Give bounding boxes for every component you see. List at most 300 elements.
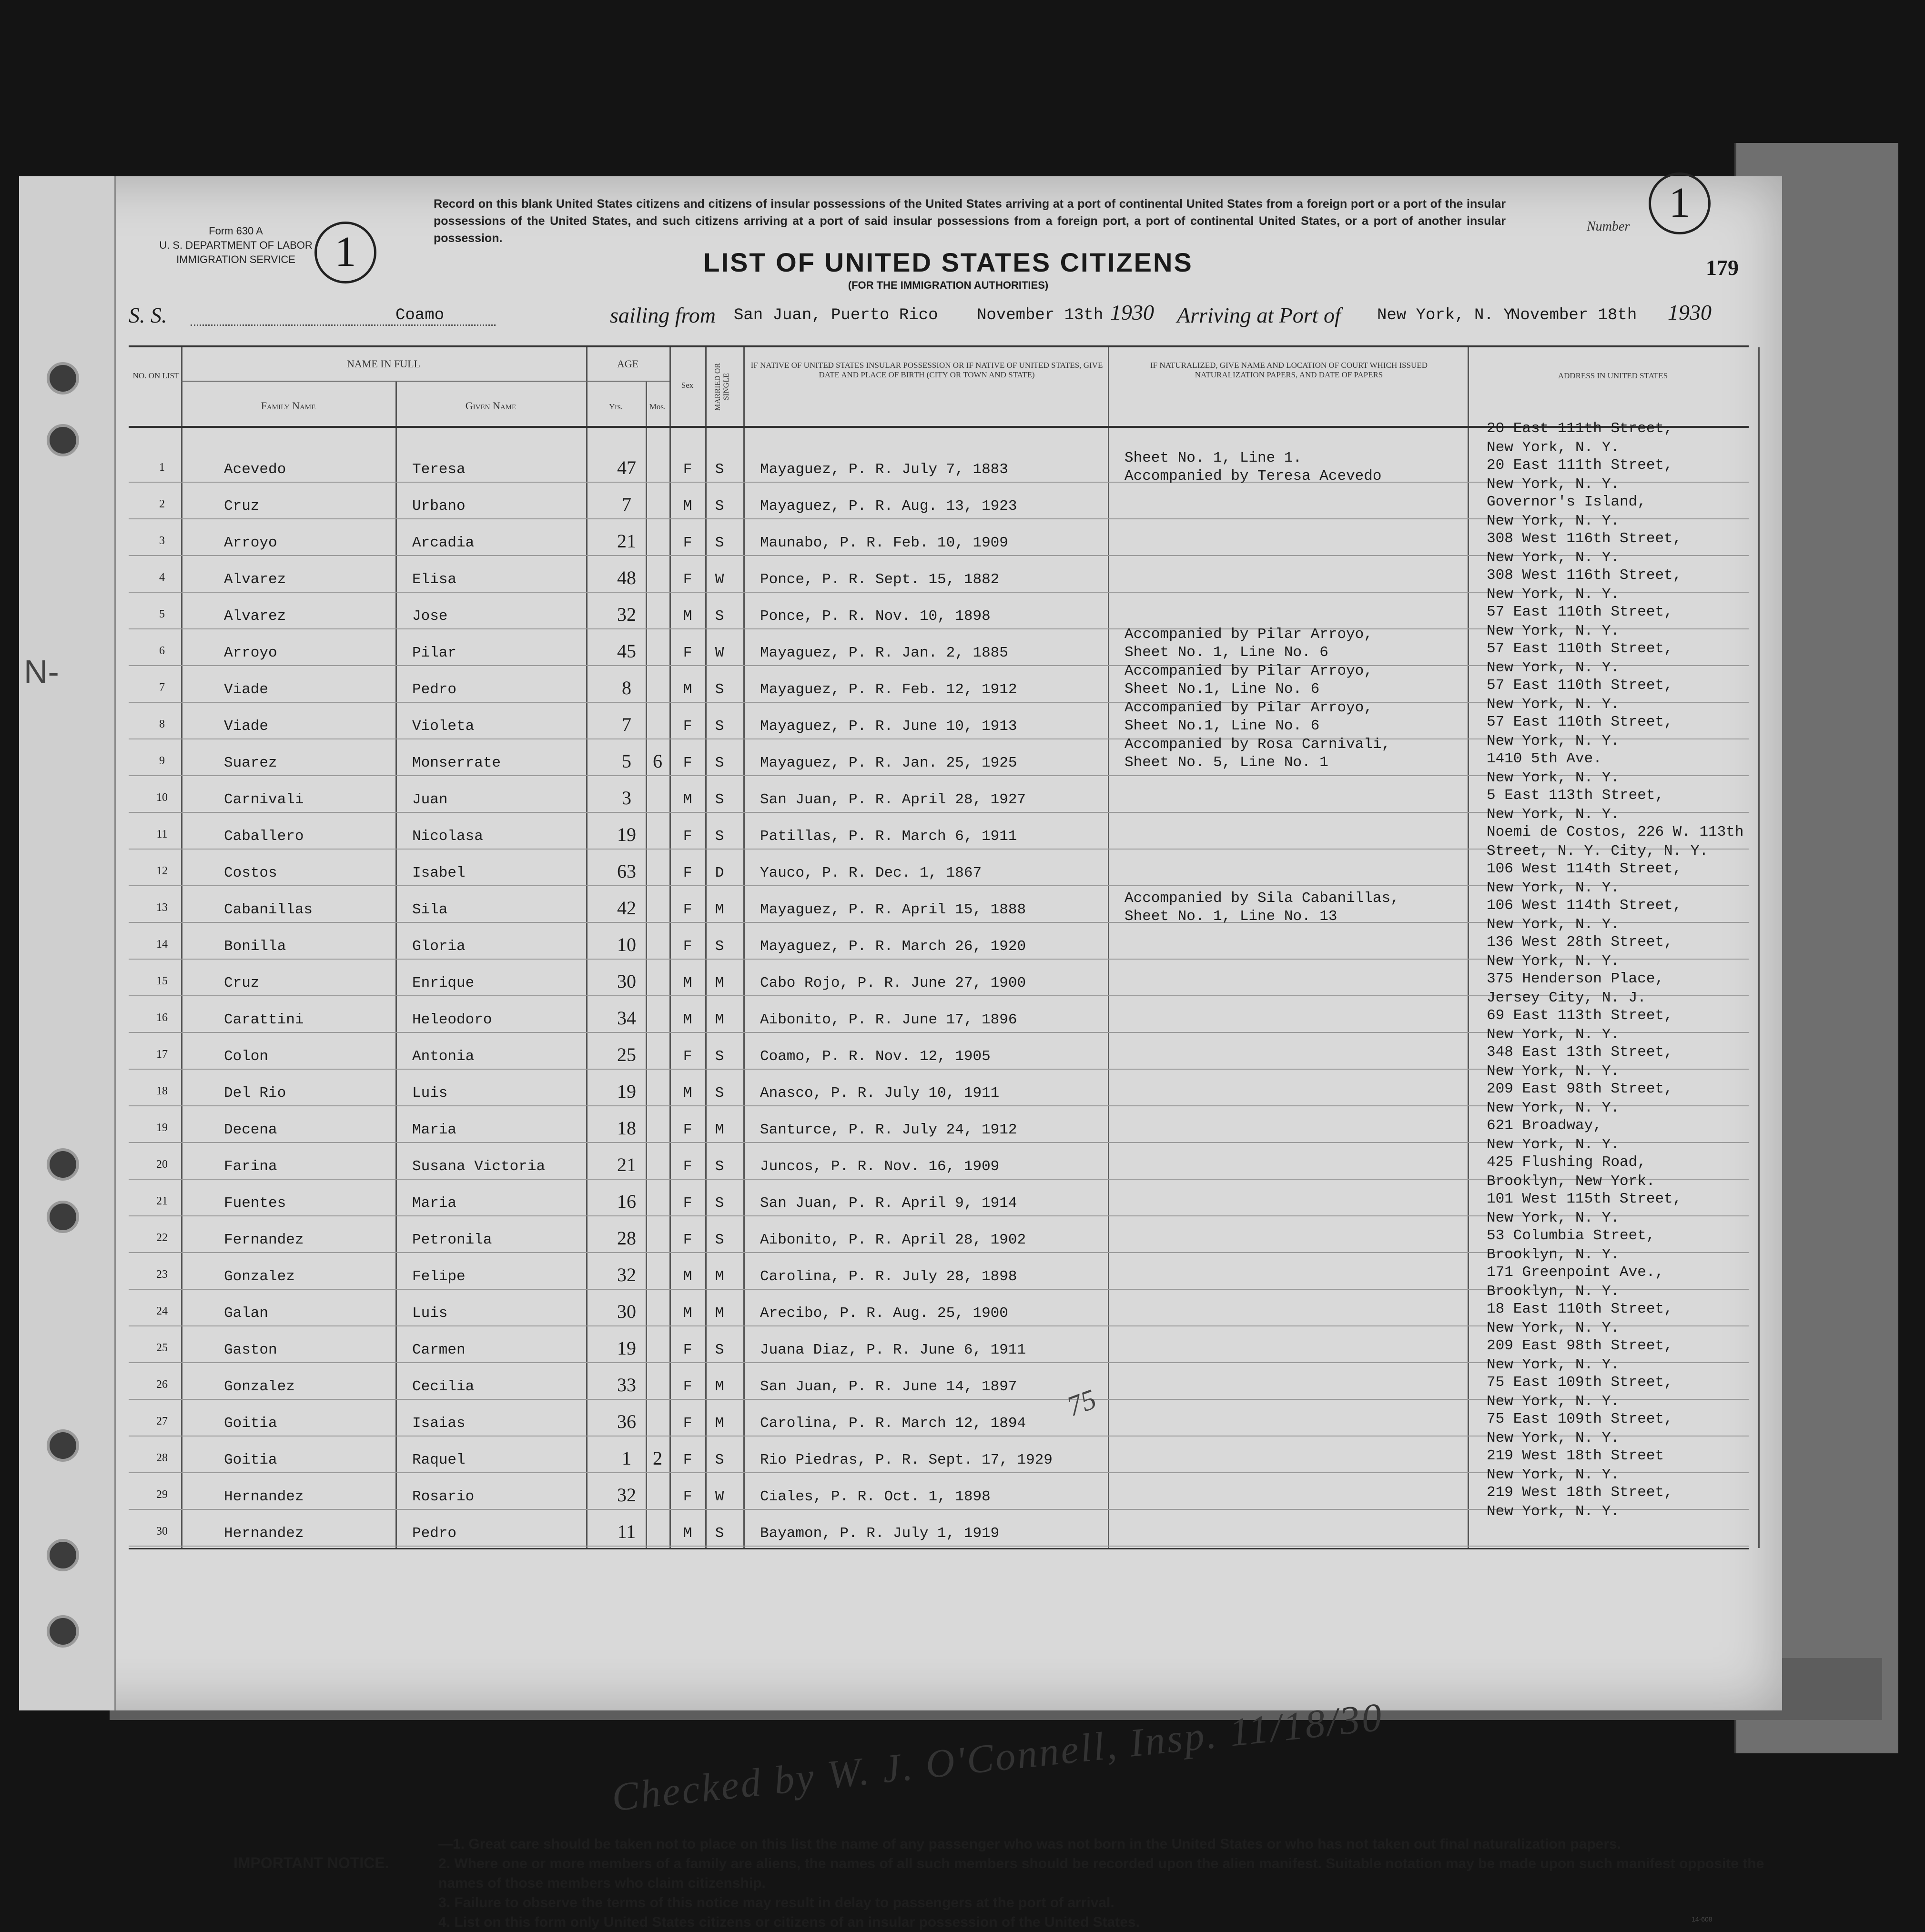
col-header-given-name: Given Name <box>465 400 517 412</box>
arrival-year: 1930 <box>1668 300 1712 324</box>
address-line: 57 East 110th Street, <box>1487 604 1673 620</box>
age-years: 63 <box>617 860 636 882</box>
col-header-sex: Sex <box>681 381 694 390</box>
birth-date-place: Carolina, P. R. March 12, 1894 <box>760 1415 1026 1432</box>
family-name: Alvarez <box>224 571 286 588</box>
sex: F <box>683 1415 692 1432</box>
address-line: 621 Broadway, <box>1487 1117 1602 1134</box>
sex: F <box>683 1452 692 1468</box>
address-line: 18 East 110th Street, <box>1487 1301 1673 1317</box>
address-line: New York, N. Y. <box>1487 1467 1620 1483</box>
naturalization-note: Accompanied by Rosa Carnivali, <box>1125 736 1391 753</box>
given-name: Maria <box>412 1195 457 1212</box>
row-number: 19 <box>156 1122 168 1134</box>
ss-label: S. S. <box>129 303 167 327</box>
row-number: 6 <box>159 645 165 657</box>
family-name: Acevedo <box>224 461 286 478</box>
binding-hole-icon <box>47 1201 79 1233</box>
stray-pencil-number: 75 <box>1063 1383 1101 1423</box>
address-line: New York, N. Y. <box>1487 1503 1620 1520</box>
age-years: 19 <box>617 824 636 845</box>
sex: F <box>683 645 692 661</box>
inspector-signature: Checked by W. J. O'Connell, Insp. 11/18/30 <box>609 1695 1386 1820</box>
address-line: New York, N. Y. <box>1487 806 1620 823</box>
row-number: 30 <box>156 1525 168 1538</box>
given-name: Jose <box>412 608 448 625</box>
address-line: 75 East 109th Street, <box>1487 1374 1673 1391</box>
family-name: Fuentes <box>224 1195 286 1212</box>
birth-date-place: Aibonito, P. R. June 17, 1896 <box>760 1012 1017 1028</box>
family-name: Goitia <box>224 1415 277 1432</box>
row-number: 27 <box>156 1415 168 1427</box>
age-years: 8 <box>622 677 631 698</box>
notice-item: 2. Where one or more members of a family are aliens, the names of all such members should be recorded upon the alien manifest. Suitable notation may be made upon such manifest opposite the names of those members who claim citizenship. <box>438 1856 1764 1891</box>
sex: M <box>683 791 692 808</box>
binding-hole-icon <box>47 1429 79 1462</box>
given-name: Pedro <box>412 1525 457 1542</box>
form-identifier <box>133 224 338 267</box>
address-line: New York, N. Y. <box>1487 623 1620 639</box>
given-name: Elisa <box>412 571 457 588</box>
address-line: New York, N. Y. <box>1487 1136 1620 1153</box>
marital-status: M <box>715 975 724 991</box>
sex: F <box>683 901 692 918</box>
address-line: 209 East 98th Street, <box>1487 1081 1673 1097</box>
marital-status: S <box>715 1232 724 1248</box>
naturalization-note: Accompanied by Pilar Arroyo, <box>1125 699 1373 716</box>
address-line: New York, N. Y. <box>1487 1026 1620 1043</box>
family-name: Gonzalez <box>224 1268 295 1285</box>
address-line: Governor's Island, <box>1487 494 1646 510</box>
given-name: Raquel <box>412 1452 466 1468</box>
age-years: 36 <box>617 1411 636 1432</box>
notice-item: 4. List on this form only United States citizens or citizens of an insular possession of the United States. <box>438 1914 1140 1930</box>
binding-strip <box>19 176 116 1710</box>
notice-label: IMPORTANT NOTICE. <box>233 1854 389 1871</box>
address-line: 106 West 114th Street, <box>1487 897 1682 914</box>
age-years: 7 <box>622 714 631 735</box>
form-number: Form 630 A <box>209 225 263 237</box>
given-name: Violeta <box>412 718 475 735</box>
address-line: 53 Columbia Street, <box>1487 1227 1655 1244</box>
age-years: 10 <box>617 934 636 955</box>
family-name: Bonilla <box>224 938 286 955</box>
row-number: 2 <box>159 498 165 510</box>
marital-status: S <box>715 828 724 845</box>
marital-status: M <box>715 1012 724 1028</box>
marital-status: S <box>715 791 724 808</box>
birth-date-place: Yauco, P. R. Dec. 1, 1867 <box>760 865 982 881</box>
sex: F <box>683 1342 692 1358</box>
birth-date-place: Aibonito, P. R. April 28, 1902 <box>760 1232 1026 1248</box>
address-line: 425 Flushing Road, <box>1487 1154 1646 1171</box>
address-line: 171 Greenpoint Ave., <box>1487 1264 1664 1281</box>
row-number: 8 <box>159 718 165 730</box>
address-line: New York, N. Y. <box>1487 1100 1620 1116</box>
col-header-age: AGE <box>617 358 639 370</box>
family-name: Colon <box>224 1048 269 1065</box>
marital-status: S <box>715 681 724 698</box>
birth-date-place: Ponce, P. R. Sept. 15, 1882 <box>760 571 1000 588</box>
given-name: Petronila <box>412 1232 492 1248</box>
address-line: New York, N. Y. <box>1487 1356 1620 1373</box>
family-name: Del Rio <box>224 1085 286 1102</box>
row-number: 15 <box>156 975 168 987</box>
departure-date: November 13th <box>977 306 1104 324</box>
age-years: 16 <box>617 1191 636 1212</box>
arriving-label: Arriving at Port of <box>1177 303 1341 327</box>
service-name: IMMIGRATION SERVICE <box>176 253 295 265</box>
age-years: 32 <box>617 1484 636 1506</box>
address-line: New York, N. Y. <box>1487 549 1620 566</box>
address-line: 57 East 110th Street, <box>1487 640 1673 657</box>
address-line: 69 East 113th Street, <box>1487 1007 1673 1024</box>
address-line: Jersey City, N. J. <box>1487 990 1646 1006</box>
given-name: Isabel <box>412 865 466 881</box>
birth-date-place: Cabo Rojo, P. R. June 27, 1900 <box>760 975 1026 991</box>
address-line: 308 West 116th Street, <box>1487 567 1682 584</box>
address-line: New York, N. Y. <box>1487 476 1620 493</box>
birth-date-place: Mayaguez, P. R. Feb. 12, 1912 <box>760 681 1017 698</box>
birth-date-place: Ponce, P. R. Nov. 10, 1898 <box>760 608 991 625</box>
birth-date-place: Coamo, P. R. Nov. 12, 1905 <box>760 1048 991 1065</box>
row-number: 1 <box>159 461 165 474</box>
address-line: Street, N. Y. City, N. Y. <box>1487 843 1709 860</box>
given-name: Luis <box>412 1085 448 1102</box>
marital-status: S <box>715 608 724 625</box>
family-name: Carattini <box>224 1012 304 1028</box>
given-name: Pedro <box>412 681 457 698</box>
age-years: 11 <box>617 1521 636 1542</box>
row-number: 20 <box>156 1158 168 1171</box>
family-name: Goitia <box>224 1452 277 1468</box>
family-name: Arroyo <box>224 645 277 661</box>
birth-date-place: San Juan, P. R. June 14, 1897 <box>760 1378 1017 1395</box>
family-name: Caballero <box>224 828 304 845</box>
row-number: 9 <box>159 755 165 767</box>
marital-status: S <box>715 938 724 955</box>
naturalization-note: Sheet No.1, Line No. 6 <box>1125 718 1320 734</box>
marital-status: S <box>715 535 724 551</box>
address-line: 348 East 13th Street, <box>1487 1044 1673 1061</box>
given-name: Gloria <box>412 938 466 955</box>
given-name: Juan <box>412 791 448 808</box>
col-header-address: ADDRESS IN UNITED STATES <box>1558 371 1668 380</box>
naturalization-note: Accompanied by Teresa Acevedo <box>1125 468 1382 485</box>
address-line: New York, N. Y. <box>1487 696 1620 713</box>
row-number: 4 <box>159 571 165 584</box>
col-header-mos: Mos. <box>649 402 666 411</box>
birth-date-place: San Juan, P. R. April 9, 1914 <box>760 1195 1017 1212</box>
marital-status: S <box>715 1452 724 1468</box>
address-line: New York, N. Y. <box>1487 916 1620 933</box>
row-number: 18 <box>156 1085 168 1097</box>
address-line: 20 East 111th Street, <box>1487 457 1673 474</box>
birth-date-place: Rio Piedras, P. R. Sept. 17, 1929 <box>760 1452 1053 1468</box>
binding-hole-icon <box>47 362 79 394</box>
age-years: 28 <box>617 1227 636 1249</box>
age-months: 6 <box>653 750 662 772</box>
birth-date-place: Juncos, P. R. Nov. 16, 1909 <box>760 1158 1000 1175</box>
address-line: Brooklyn, N. Y. <box>1487 1283 1620 1300</box>
sex: F <box>683 938 692 955</box>
circled-number-right: 1 <box>1649 172 1711 234</box>
marital-status: W <box>715 1488 724 1505</box>
marital-status: S <box>715 1085 724 1102</box>
page-subtitle: (FOR THE IMMIGRATION AUTHORITIES) <box>848 279 1049 291</box>
header-notice: Record on this blank United States citizens and citizens of insular possessions of the United States arriving at a port of continental United States from a foreign port or a port of the insular possessions of the United States, and such citizens arriving at a port of said insular possessions from a foreign port, a port of continental United States, or a port of another insular possession. <box>434 197 1506 245</box>
col-header-yrs: Yrs. <box>609 402 623 411</box>
age-months: 2 <box>653 1447 662 1469</box>
given-name: Monserrate <box>412 755 501 771</box>
naturalization-note: Sheet No. 1, Line No. 6 <box>1125 644 1328 661</box>
age-years: 3 <box>622 787 631 809</box>
marital-status: W <box>715 571 724 588</box>
age-years: 32 <box>617 604 636 625</box>
page-number: 179 <box>1706 255 1739 280</box>
sex: F <box>683 828 692 845</box>
family-name: Hernandez <box>224 1525 304 1542</box>
marital-status: S <box>715 1342 724 1358</box>
row-number: 29 <box>156 1488 168 1501</box>
pencil-margin-note: N- <box>24 653 59 690</box>
row-number: 14 <box>156 938 168 951</box>
sailing-from-port: San Juan, Puerto Rico <box>734 306 938 324</box>
age-years: 25 <box>617 1044 636 1065</box>
age-years: 30 <box>617 971 636 992</box>
notice-item: —1. Great care should be taken not to place on this list the name of any passenger who was not born in the United States or who has not taken out final naturalization papers. <box>438 1836 1621 1852</box>
address-line: New York, N. Y. <box>1487 1430 1620 1446</box>
sailing-from-label: sailing from <box>610 303 716 327</box>
address-line: Brooklyn, N. Y. <box>1487 1246 1620 1263</box>
family-name: Arroyo <box>224 535 277 551</box>
address-line: 57 East 110th Street, <box>1487 714 1673 730</box>
given-name: Maria <box>412 1122 457 1138</box>
address-line: 5 East 113th Street, <box>1487 787 1664 804</box>
binding-hole-icon <box>47 424 79 456</box>
departure-year: 1930 <box>1110 300 1154 324</box>
sex: F <box>683 755 692 771</box>
address-line: 219 West 18th Street, <box>1487 1484 1673 1501</box>
birth-date-place: Arecibo, P. R. Aug. 25, 1900 <box>760 1305 1008 1322</box>
given-name: Rosario <box>412 1488 475 1505</box>
address-line: 57 East 110th Street, <box>1487 677 1673 694</box>
given-name: Pilar <box>412 645 457 661</box>
address-line: 136 West 28th Street, <box>1487 934 1673 951</box>
col-header-married: MARRIED OR SINGLE <box>714 363 730 411</box>
address-line: New York, N. Y. <box>1487 953 1620 970</box>
address-line: 308 West 116th Street, <box>1487 530 1682 547</box>
marital-status: S <box>715 1525 724 1542</box>
birth-date-place: Santurce, P. R. July 24, 1912 <box>760 1122 1017 1138</box>
address-line: New York, N. Y. <box>1487 1210 1620 1226</box>
birth-date-place: San Juan, P. R. April 28, 1927 <box>760 791 1026 808</box>
col-header-naturalized: IF NATURALIZED, GIVE NAME AND LOCATION OF COURT WHICH ISSUED NATURALIZATION PAPERS, AND DATE OF PAPERS <box>1150 361 1428 379</box>
sex: M <box>683 681 692 698</box>
sex: F <box>683 865 692 881</box>
marital-status: M <box>715 1268 724 1285</box>
address-line: New York, N. Y. <box>1487 880 1620 896</box>
row-number: 25 <box>156 1342 168 1354</box>
address-line: 375 Henderson Place, <box>1487 971 1664 987</box>
passenger-table <box>129 345 1749 1549</box>
age-years: 7 <box>622 494 631 515</box>
family-name: Viade <box>224 718 269 735</box>
sex: M <box>683 1305 692 1322</box>
row-number: 11 <box>156 828 168 840</box>
sex: M <box>683 1525 692 1542</box>
given-name: Heleodoro <box>412 1012 492 1028</box>
family-name: Decena <box>224 1122 277 1138</box>
age-years: 32 <box>617 1264 636 1285</box>
marital-status: S <box>715 1158 724 1175</box>
age-years: 5 <box>622 750 631 772</box>
age-years: 19 <box>617 1337 636 1359</box>
given-name: Luis <box>412 1305 448 1322</box>
birth-date-place: Maunabo, P. R. Feb. 10, 1909 <box>760 535 1008 551</box>
age-years: 34 <box>617 1007 636 1029</box>
age-years: 18 <box>617 1117 636 1139</box>
marital-status: S <box>715 718 724 735</box>
row-number: 22 <box>156 1232 168 1244</box>
address-line: 101 West 115th Street, <box>1487 1191 1682 1207</box>
age-years: 21 <box>617 530 636 552</box>
sex: M <box>683 608 692 625</box>
sex: F <box>683 1195 692 1212</box>
row-number: 28 <box>156 1452 168 1464</box>
family-name: Carnivali <box>224 791 304 808</box>
sex: F <box>683 1048 692 1065</box>
sex: F <box>683 1232 692 1248</box>
department-name: U. S. DEPARTMENT OF LABOR <box>159 239 313 251</box>
given-name: Sila <box>412 901 448 918</box>
address-line: New York, N. Y. <box>1487 586 1620 603</box>
address-line: New York, N. Y. <box>1487 513 1620 529</box>
given-name: Urbano <box>412 498 466 515</box>
address-line: 219 West 18th Street <box>1487 1447 1664 1464</box>
row-number: 26 <box>156 1378 168 1391</box>
birth-date-place: Bayamon, P. R. July 1, 1919 <box>760 1525 1000 1542</box>
page-title: LIST OF UNITED STATES CITIZENS <box>703 247 1193 277</box>
naturalization-note: Accompanied by Pilar Arroyo, <box>1125 663 1373 679</box>
binding-hole-icon <box>47 1148 79 1181</box>
marital-status: M <box>715 1415 724 1432</box>
birth-date-place: Mayaguez, P. R. June 10, 1913 <box>760 718 1017 735</box>
birth-date-place: Ciales, P. R. Oct. 1, 1898 <box>760 1488 991 1505</box>
notice-item: 3. Failure to observe the terms of this notice may result in delay to passengers at the port of arrival. <box>438 1895 1114 1911</box>
address-line: New York, N. Y. <box>1487 1320 1620 1336</box>
ship-name: Coamo <box>395 306 445 324</box>
row-number: 12 <box>156 865 168 877</box>
age-years: 19 <box>617 1081 636 1102</box>
marital-status: M <box>715 1122 724 1138</box>
family-name: Alvarez <box>224 608 286 625</box>
row-number: 7 <box>159 681 165 694</box>
address-line: Brooklyn, New York. <box>1487 1173 1655 1190</box>
row-number: 17 <box>156 1048 168 1061</box>
age-years: 1 <box>622 1447 631 1469</box>
marital-status: M <box>715 901 724 918</box>
age-years: 45 <box>617 640 636 662</box>
family-name: Hernandez <box>224 1488 304 1505</box>
birth-date-place: Juana Diaz, P. R. June 6, 1911 <box>760 1342 1026 1358</box>
given-name: Isaias <box>412 1415 466 1432</box>
age-years: 30 <box>617 1301 636 1322</box>
naturalization-note: Sheet No. 1, Line 1. <box>1125 450 1302 466</box>
address-line: Noemi de Costos, 226 W. 113th <box>1487 824 1744 840</box>
sex: F <box>683 1378 692 1395</box>
naturalization-note: Sheet No.1, Line No. 6 <box>1125 681 1320 698</box>
sex: F <box>683 1122 692 1138</box>
age-years: 48 <box>617 567 636 588</box>
ship-dotted-line <box>191 324 496 326</box>
given-name: Felipe <box>412 1268 466 1285</box>
sex: F <box>683 1488 692 1505</box>
family-name: Suarez <box>224 755 277 771</box>
col-header-birthplace: IF NATIVE OF UNITED STATES INSULAR POSSESSION OR IF NATIVE OF UNITED STATES, GIVE DATE AND PLACE OF BIRTH (CITY OR TOWN AND STATE) <box>750 361 1103 379</box>
row-number: 13 <box>156 901 168 914</box>
marital-status: W <box>715 645 724 661</box>
binding-hole-icon <box>47 1539 79 1571</box>
marital-status: S <box>715 498 724 515</box>
family-name: Costos <box>224 865 277 881</box>
sex: M <box>683 1085 692 1102</box>
row-number: 3 <box>159 535 165 547</box>
arrival-date: November 18th <box>1510 306 1637 324</box>
given-name: Antonia <box>412 1048 475 1065</box>
given-name: Enrique <box>412 975 475 991</box>
age-years: 47 <box>617 457 636 478</box>
marital-status: M <box>715 1378 724 1395</box>
address-line: 75 East 109th Street, <box>1487 1411 1673 1427</box>
manifest-page <box>19 176 1782 1930</box>
marital-status: S <box>715 755 724 771</box>
address-line: New York, N. Y. <box>1487 733 1620 749</box>
birth-date-place: Patillas, P. R. March 6, 1911 <box>760 828 1017 845</box>
sex: M <box>683 498 692 515</box>
naturalization-note: Sheet No. 1, Line No. 13 <box>1125 908 1337 925</box>
row-number: 10 <box>156 791 168 804</box>
family-name: Farina <box>224 1158 277 1175</box>
arrival-port: New York, N. Y. <box>1377 306 1523 324</box>
birth-date-place: Mayaguez, P. R. March 26, 1920 <box>760 938 1026 955</box>
address-line: 209 East 98th Street, <box>1487 1337 1673 1354</box>
row-number: 5 <box>159 608 165 620</box>
family-name: Cruz <box>224 498 260 515</box>
row-number: 16 <box>156 1012 168 1024</box>
given-name: Teresa <box>412 461 466 478</box>
address-line: 20 East 111th Street, <box>1487 420 1673 437</box>
sex: F <box>683 1158 692 1175</box>
given-name: Carmen <box>412 1342 466 1358</box>
birth-date-place: Mayaguez, P. R. July 7, 1883 <box>760 461 1008 478</box>
notice-list <box>438 1834 1782 1932</box>
given-name: Susana Victoria <box>412 1158 546 1175</box>
family-name: Gaston <box>224 1342 277 1358</box>
birth-date-place: Carolina, P. R. July 28, 1898 <box>760 1268 1017 1285</box>
sex: F <box>683 461 692 478</box>
marital-status: S <box>715 1195 724 1212</box>
given-name: Arcadia <box>412 535 475 551</box>
address-line: New York, N. Y. <box>1487 1393 1620 1410</box>
marital-status: S <box>715 461 724 478</box>
row-divider <box>129 1546 1749 1547</box>
col-header-name-in-full: NAME IN FULL <box>347 358 420 370</box>
marital-status: M <box>715 1305 724 1322</box>
family-name: Galan <box>224 1305 269 1322</box>
birth-date-place: Mayaguez, P. R. Jan. 25, 1925 <box>760 755 1017 771</box>
address-line: New York, N. Y. <box>1487 659 1620 676</box>
